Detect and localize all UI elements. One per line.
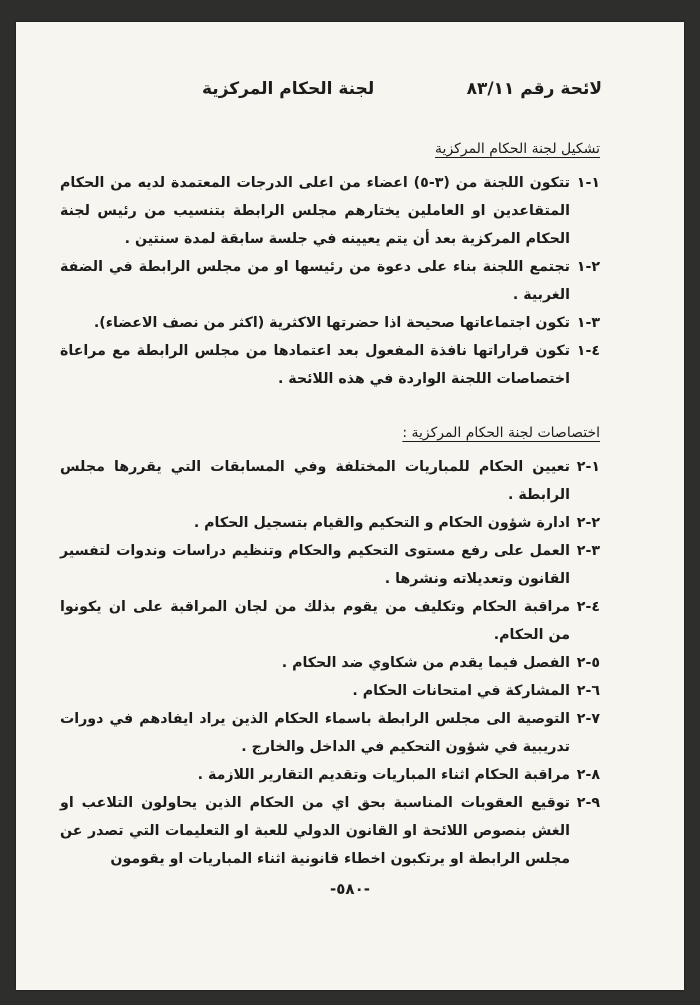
item-text: توقيع العقوبات المناسبة بحق اي من الحكام الذين يحاولون التلاعب او الغش بنصوص اللائحة او القانون الدولي للعبة او التعليمات التي تصدر عن مجلس الرابطة او يرتكبون اخطاء قانونية اثناء المباريات او يقومون <box>60 795 570 867</box>
item-number: ١-٢ <box>576 459 600 475</box>
item-text: تعيين الحكام للمباريات المختلفة وفي المسابقات التي يقررها مجلس الرابطة . <box>60 459 570 503</box>
item-number: ٢-١ <box>576 259 600 275</box>
item-text: العمل على رفع مستوى التحكيم والحكام وتنظيم دراسات وندوات لتفسير القانون وتعديلاته ونشرها . <box>60 543 570 587</box>
list-item <box>60 705 600 761</box>
item-number: ٣-٢ <box>576 543 600 559</box>
item-number: ٧-٢ <box>576 711 600 727</box>
list-item <box>60 537 600 593</box>
item-number: ٦-٢ <box>576 683 600 699</box>
item-text: تكون اجتماعاتها صحيحة اذا حضرتها الاكثرية (اكثر من نصف الاعضاء). <box>93 315 570 331</box>
list-item <box>60 761 600 789</box>
section-formation <box>60 138 600 393</box>
item-text: مراقبة الحكام وتكليف من يقوم بذلك من لجان المراقبة على ان يكونوا من الحكام. <box>60 599 570 643</box>
regulation-number: لائحة رقم ٨٣/١١ <box>466 79 602 99</box>
section-heading: اختصاصات لجنة الحكام المركزية : <box>402 425 600 441</box>
list-item <box>60 649 600 677</box>
item-text: التوصية الى مجلس الرابطة باسماء الحكام الذين يراد ايفادهم في دورات تدريبية في شؤون التحكيم في الداخل والخارج . <box>60 711 570 755</box>
section-responsibilities <box>60 422 600 873</box>
section-heading: تشكيل لجنة الحكام المركزية <box>435 141 600 157</box>
item-text: تجتمع اللجنة بناء على دعوة من رئيسها او من مجلس الرابطة في الضفة الغربية . <box>60 259 570 303</box>
list-item <box>60 593 600 649</box>
list-item <box>60 453 600 509</box>
item-text: تكون قراراتها نافذة المفعول بعد اعتمادها من مجلس الرابطة مع مراعاة اختصاصات اللجنة الواردة في هذه اللائحة . <box>60 343 570 387</box>
item-number: ٤-٢ <box>576 599 600 615</box>
list-item <box>60 253 600 309</box>
list-item <box>60 169 600 253</box>
item-text: الفصل فيما يقدم من شكاوي ضد الحكام . <box>281 655 570 671</box>
page-number: -٥٨٠- <box>330 880 370 898</box>
list-item <box>60 337 600 393</box>
list-item <box>60 677 600 705</box>
list-item <box>60 309 600 337</box>
list-item <box>60 509 600 537</box>
item-text: تتكون اللجنة من (٣-٥) اعضاء من اعلى الدرجات المعتمدة لديه من الحكام المتقاعدين او العاملين يختارهم مجلس الرابطة بتنسيب من رئيس لجنة الحكام المركزية بعد أن يتم يعيينه في جلسة سابقة لمدة سنتين . <box>60 175 570 247</box>
item-number: ٥-٢ <box>576 655 600 671</box>
document-title <box>202 79 602 99</box>
item-number: ١-١ <box>576 175 600 191</box>
item-number: ٩-٢ <box>576 795 600 811</box>
item-text: مراقبة الحكام اثناء المباريات وتقديم التقارير اللازمة . <box>197 767 570 783</box>
item-number: ٨-٢ <box>576 767 600 783</box>
item-text: المشاركة في امتحانات الحكام . <box>352 683 570 699</box>
item-number: ٢-٢ <box>576 515 600 531</box>
item-number: ٣-١ <box>576 315 600 331</box>
item-text: ادارة شؤون الحكام و التحكيم والقيام بتسجيل الحكام . <box>193 515 570 531</box>
committee-name: لجنة الحكام المركزية <box>202 79 375 99</box>
document-page <box>16 22 684 990</box>
list-item <box>60 789 600 873</box>
item-number: ٤-١ <box>576 343 600 359</box>
